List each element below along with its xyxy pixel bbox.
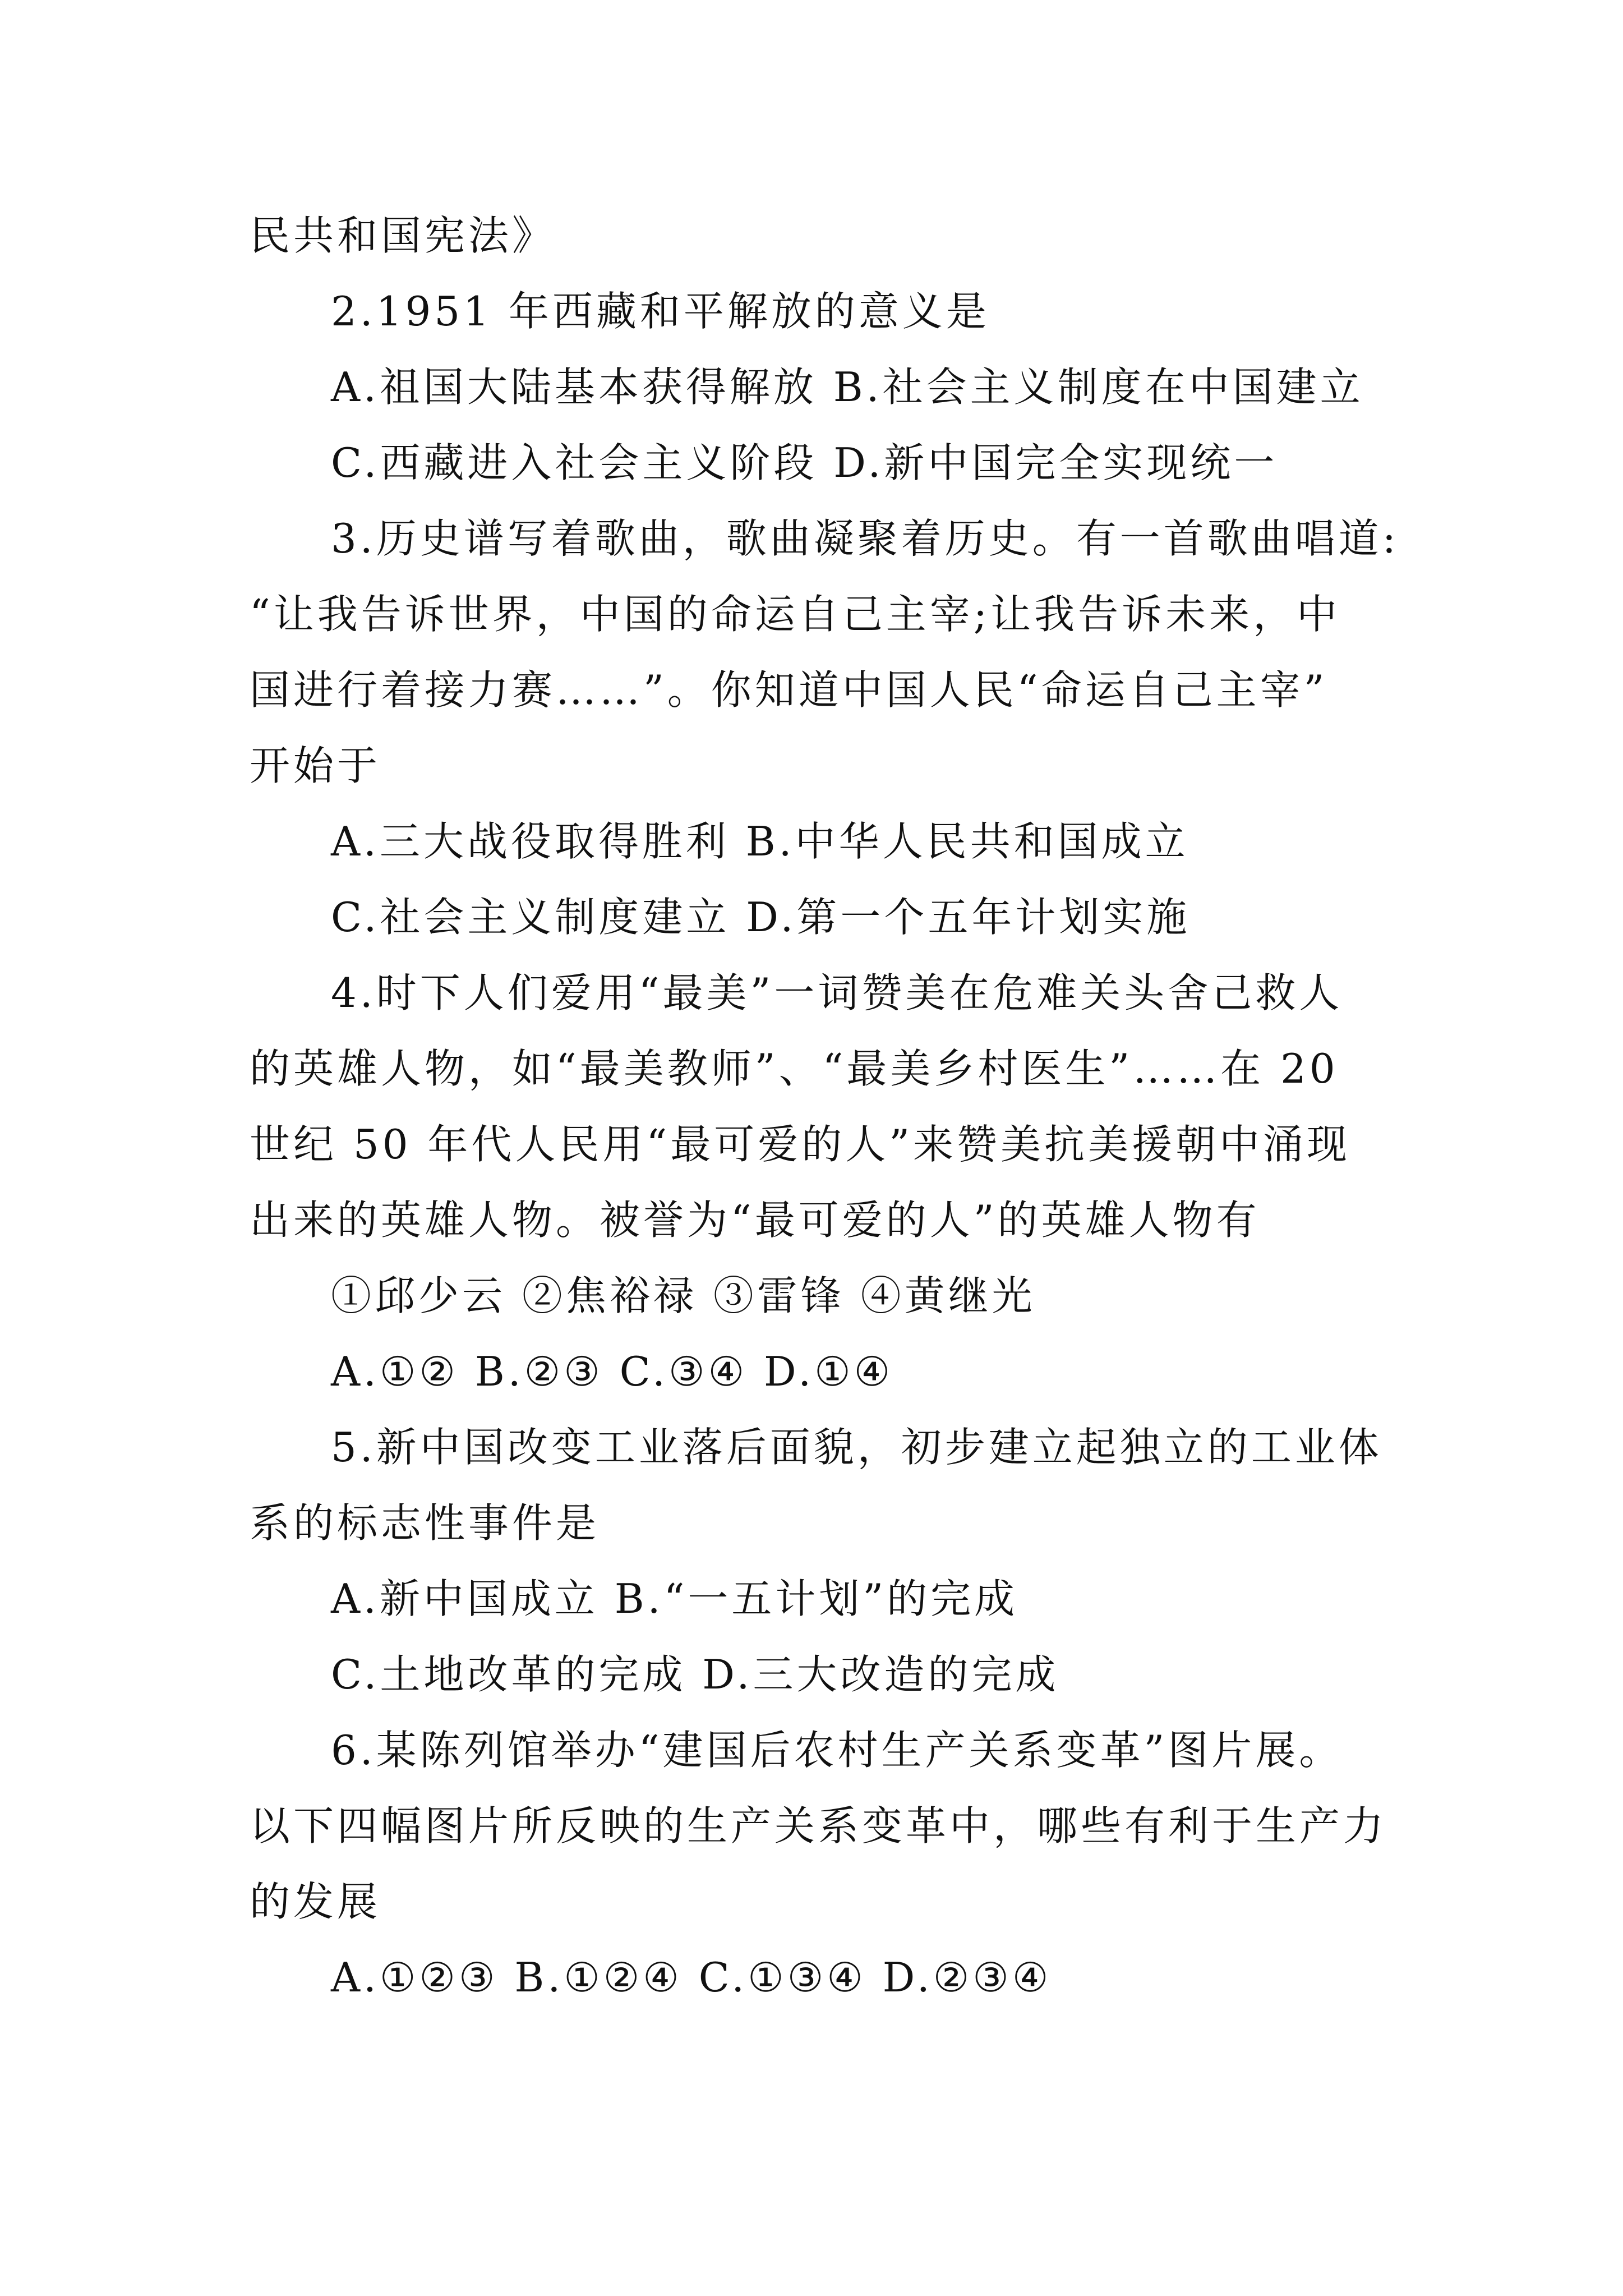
question-6-options: A.①②③ B.①②④ C.①③④ D.②③④ [331,1954,1052,2001]
question-5-options-cd: C.土地改革的完成 D.三大改造的完成 [331,1651,1059,1698]
question-2-options-ab: A.祖国大陆基本获得解放 B.社会主义制度在中国建立 [331,364,1364,411]
question-3-stem-line-2: “让我告诉世界，中国的命运自己主宰;让我告诉未来，中 [250,591,1341,638]
question-2-options-cd: C.西藏进入社会主义阶段 D.新中国完全实现统一 [331,439,1278,486]
question-5-stem-line-1: 5.新中国改变工业落后面貌，初步建立起独立的工业体 [331,1424,1382,1471]
question-5-options-ab: A.新中国成立 B.“一五计划”的完成 [331,1575,1018,1622]
question-4-items: ①邱少云 ②焦裕禄 ③雷锋 ④黄继光 [331,1272,1036,1319]
question-6-stem-line-3: 的发展 [250,1878,381,1925]
question-3-stem-line-4: 开始于 [250,742,381,789]
question-4-stem-line-2: 的英雄人物，如“最美教师”、“最美乡村医生”……在 20 [250,1045,1339,1092]
question-3-stem-line-1: 3.历史谱写着歌曲，歌曲凝聚着历史。有一首歌曲唱道: [331,515,1399,562]
question-4-options: A.①② B.②③ C.③④ D.①④ [331,1348,894,1395]
question-5-stem-line-2: 系的标志性事件是 [250,1499,600,1547]
question-4-stem-line-1: 4.时下人们爱用“最美”一词赞美在危难关头舍己救人 [331,969,1343,1016]
question-4-stem-line-3: 世纪 50 年代人民用“最可爱的人”来赞美抗美援朝中涌现 [250,1121,1351,1168]
question-2-stem: 2.1951 年西藏和平解放的意义是 [331,288,990,335]
question-6-stem-line-1: 6.某陈列馆举办“建国后农村生产关系变革”图片展。 [331,1727,1343,1774]
question-3-options-cd: C.社会主义制度建立 D.第一个五年计划实施 [331,894,1191,941]
question-4-stem-line-4: 出来的英雄人物。被誉为“最可爱的人”的英雄人物有 [250,1197,1260,1244]
question-6-stem-line-2: 以下四幅图片所反映的生产关系变革中，哪些有利于生产力 [250,1802,1387,1849]
question-3-options-ab: A.三大战役取得胜利 B.中华人民共和国成立 [331,818,1189,865]
question-3-stem-line-3: 国进行着接力赛……”。你知道中国人民“命运自己主宰” [250,666,1328,714]
text-line-1: 民共和国宪法》 [250,212,556,259]
